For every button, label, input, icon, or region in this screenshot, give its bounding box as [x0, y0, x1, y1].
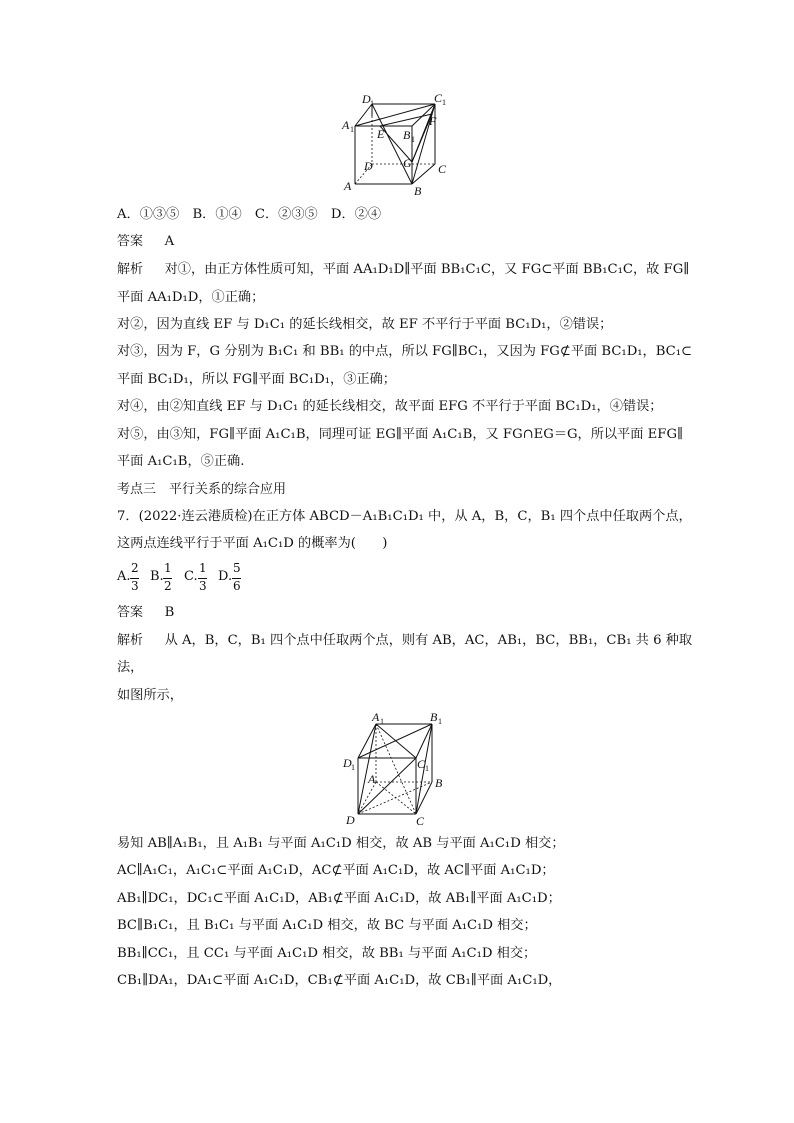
cube-figure-1 [340, 92, 460, 198]
q7-answer-row [117, 604, 174, 622]
q6-answer-label: 答案 [117, 234, 144, 249]
label2-A: A [368, 772, 376, 786]
q7-analysis-case-2: AB₁∥DC₁，DC₁⊂平面 A₁C₁D，AB₁⊄平面 A₁C₁D，故 AB₁∥平面 A₁C₁D； [117, 891, 561, 906]
q6-analysis-line-7: 平面 A₁C₁B，⑤正确. [117, 454, 245, 469]
label2-A1-sub: 1 [380, 717, 384, 726]
label2-D1-sub: 1 [351, 763, 355, 772]
q7-frac-d-den: 6 [233, 579, 241, 593]
section-heading: 考点三 平行关系的综合应用 [117, 482, 287, 497]
label-E: E [377, 127, 385, 141]
label2-D1: D [343, 756, 352, 770]
q7-option-b: B. [150, 569, 164, 584]
q7-analysis-label: 解析 [117, 633, 144, 648]
label-G: G [403, 156, 412, 170]
label-C1-sub: 1 [442, 98, 446, 107]
label2-C: C [416, 814, 425, 828]
q7-frac-c-den: 3 [199, 579, 207, 593]
q7-analysis-line-2: 法， [117, 660, 144, 675]
q7-analysis-case-5: CB₁∥DA₁，DA₁⊂平面 A₁C₁D，CB₁⊄平面 A₁C₁D，故 CB₁∥平面 A₁C₁D， [117, 973, 562, 988]
q7-stem-line-1: 7．(2022·连云港质检)在正方体 ABCD－A₁B₁C₁D₁ 中，从 A，B，C，B₁ 四个点中任取两个点， [117, 509, 692, 524]
label-B: B [414, 184, 422, 198]
label2-C1: C [417, 757, 426, 771]
label-A1-sub: 1 [350, 125, 354, 134]
label-D1-sub: 1 [370, 99, 374, 108]
q6-analysis-row [117, 261, 689, 279]
q6-analysis-line-3: 对③，因为 F，G 分别为 B₁C₁ 和 BB₁ 的中点，所以 FG∥BC₁，又因为 FG⊄平面 BC₁D₁，BC₁⊂ [117, 344, 693, 359]
q6-analysis-line-1: 平面 AA₁D₁D，①正确； [117, 290, 265, 305]
q7-analysis-case-1: AC∥A₁C₁，A₁C₁⊂平面 A₁C₁D，AC⊄平面 A₁C₁D，故 AC∥平面 A₁C₁D； [117, 863, 555, 878]
label-B1: B [403, 128, 411, 142]
label-D1: D [362, 92, 371, 106]
label-A: A [344, 179, 352, 193]
cube-figure-2-svg [340, 710, 460, 828]
label2-A1: A [372, 710, 380, 724]
cube-figure-2 [340, 710, 460, 828]
q7-analysis-line-1: 从 A，B，C，B₁ 四个点中任取两个点，则有 AB，AC，AB₁，BC，BB₁，CB₁ 共 6 种取 [164, 633, 693, 648]
label-B1-sub: 1 [411, 135, 415, 144]
q6-answer-row [117, 233, 174, 251]
q6-analysis-line-4: 平面 BC₁D₁，所以 FG∥平面 BC₁D₁，③正确； [117, 372, 396, 387]
label-D: D [364, 159, 373, 173]
label2-C1-sub: 1 [425, 764, 429, 773]
label-C1: C [434, 92, 443, 105]
label-C: C [438, 162, 447, 176]
q6-analysis-line-2: 对②，因为直线 EF 与 D₁C₁ 的延长线相交，故 EF 不平行于平面 BC₁D₁，②错误； [117, 317, 613, 332]
label2-B1-sub: 1 [438, 717, 442, 726]
q6-answer: A [164, 234, 175, 249]
q7-frac-b-num: 1 [164, 561, 172, 575]
q7-frac-c-num: 1 [199, 561, 207, 575]
q6-analysis-line-6: 对⑤，由③知，FG∥平面 A₁C₁B，同理可证 EG∥平面 A₁C₁B，又 FG∩EG＝G，所以平面 EFG∥ [117, 427, 684, 442]
q6-analysis-label: 解析 [117, 262, 144, 277]
q7-answer: B [164, 605, 175, 620]
q6-analysis-line-5: 对④，由②知直线 EF 与 D₁C₁ 的延长线相交，故平面 EFG 不平行于平面 BC₁D₁，④错误； [117, 399, 663, 414]
label2-D: D [346, 813, 355, 827]
q7-answer-label: 答案 [117, 605, 144, 620]
q7-analysis-row [117, 632, 692, 650]
q7-analysis-line-3: 如图所示， [117, 688, 183, 703]
q6-options: A．①③⑤ B．①④ C．②③⑤ D．②④ [117, 207, 382, 222]
q7-frac-a-num: 2 [131, 561, 139, 575]
q7-option-d: D. [218, 569, 233, 584]
label-F: F [429, 114, 437, 128]
cube-figure-1-svg [340, 92, 460, 198]
q6-analysis-line-0: 对①，由正方体性质可知，平面 AA₁D₁D∥平面 BB₁C₁C，又 FG⊂平面 BB₁C₁C，故 FG∥ [164, 262, 690, 277]
label-A1: A [342, 118, 350, 132]
q7-option-a: A. [117, 569, 131, 584]
label2-B1: B [430, 710, 438, 724]
q7-frac-a-den: 3 [131, 579, 139, 593]
q7-stem-line-2: 这两点连线平行于平面 A₁C₁D 的概率为( ) [117, 536, 388, 551]
q7-options [117, 561, 317, 597]
q7-analysis-case-0: 易知 AB∥A₁B₁，且 A₁B₁ 与平面 A₁C₁D 相交，故 AB 与平面 A₁C₁D 相交； [117, 836, 565, 851]
label2-B: B [435, 776, 443, 790]
q7-option-c: C. [184, 569, 198, 584]
q7-frac-d-num: 5 [233, 561, 241, 575]
q7-analysis-case-4: BB₁∥CC₁，且 CC₁ 与平面 A₁C₁D 相交，故 BB₁ 与平面 A₁C₁D 相交； [117, 946, 537, 961]
q7-analysis-case-3: BC∥B₁C₁，且 B₁C₁ 与平面 A₁C₁D 相交，故 BC 与平面 A₁C₁D 相交； [117, 918, 537, 933]
q7-frac-b-den: 2 [164, 579, 172, 593]
